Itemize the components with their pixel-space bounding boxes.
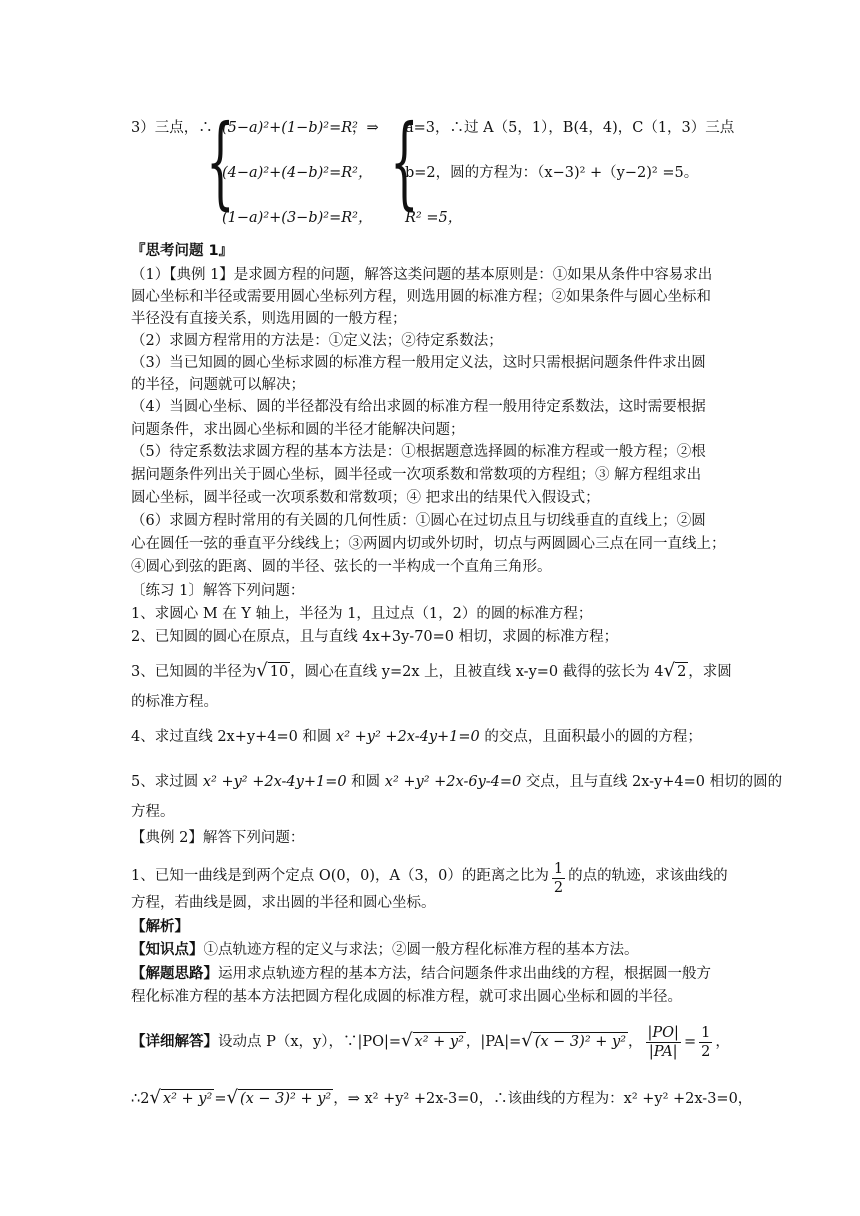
think-p1a: （1）【典例 1】是求圆方程的问题，解答这类问题的基本原则是：①如果从条件中容易求出	[131, 267, 713, 283]
practice-q3-radicand-1: 10	[269, 664, 289, 680]
knowledge-text: ①点轨迹方程的定义与求法；②圆一般方程化标准方程的基本方法。	[203, 942, 639, 958]
solution-r: R² =5，	[405, 210, 463, 226]
result-equals: =	[214, 1091, 227, 1107]
result-radicand-2: (x − 3)² + y²	[239, 1091, 332, 1107]
ratio-numerator: |PO|	[647, 1025, 679, 1041]
fraction-numerator: 1	[553, 861, 564, 877]
practice-q5-equation-1: x² +y² +2x-4y+1=0	[202, 774, 347, 790]
think-p1c: 半径没有直接关系，则选用圆的一般方程；	[131, 311, 407, 327]
practice-q5-text-a: 5、求过圆	[131, 774, 203, 790]
think-p5b: 据问题条件列出关于圆心坐标，圆半径或一次项系数和常数项的方程组；③ 解方程组求出	[131, 467, 702, 483]
sqrt-symbol: √	[149, 1087, 161, 1108]
practice-title: 〔练习 1〕解答下列问题：	[131, 583, 305, 599]
practice-q4-line	[131, 727, 702, 747]
think-p6c: ④圆心到弦的距离、圆的半径、弦长的一半构成一个直角三角形。	[131, 559, 552, 575]
think-p6b: 心在圆任一弦的垂直平分线线上；③两圆内切或外切时，切点与两圆圆心三点在同一直线上；	[131, 536, 726, 552]
pa-radicand: (x − 3)² + y²	[534, 1034, 627, 1050]
detail-text-d: ，	[715, 1034, 730, 1050]
practice-q4-text-a: 4、求过直线 2x+y+4=0 和圆	[131, 729, 337, 745]
think-p1b: 圆心坐标和半径或需要用圆心坐标列方程，则选用圆的标准方程；②如果条件与圆心坐标和	[131, 289, 711, 305]
system-implies: ，⇒	[352, 120, 379, 136]
left-brace: {	[206, 103, 235, 220]
result-text-b: ，⇒ x² +y² +2x-3=0，∴该曲线的方程为：x² +y² +2x-3=0，	[333, 1091, 753, 1107]
approach-line	[131, 964, 711, 984]
practice-q3-text-b: ，圆心在直线 y=2x 上，且被直线 x-y=0 截得的弦长为 4	[290, 664, 664, 680]
detail-line	[131, 1024, 730, 1061]
think-p6a: （6）求圆方程时常用的有关圆的几何性质：①圆心在过切点且与切线垂直的直线上；②圆	[131, 513, 706, 529]
sqrt-symbol: √	[663, 660, 676, 681]
result-text-a: ∴2	[131, 1091, 150, 1107]
example2-q1-cont: 方程，若曲线是圆，求出圆的半径和圆心坐标。	[131, 895, 436, 911]
think-p5a: （5）待定系数法求圆方程的基本方法是：①根据题意选择圆的标准方程或一般方程；②根	[131, 444, 706, 460]
detail-text-a: 设动点 P（x，y），∵|PO|=	[218, 1034, 402, 1050]
ratio-value-denominator: 2	[701, 1044, 711, 1060]
practice-q5-equation-2: x² +y² +2x-6y-4=0	[384, 774, 522, 790]
example2-q1-line	[131, 860, 728, 897]
result-line	[131, 1088, 752, 1109]
approach-text-a: 运用求点轨迹方程的基本方法，结合问题条件求出曲线的方程，根据圆一般方	[218, 966, 711, 982]
analysis-heading: 【解析】	[131, 919, 189, 935]
example2-q1-text-b: 的点的轨迹，求该曲线的	[568, 868, 728, 884]
approach-label: 【解题思路】	[131, 966, 218, 982]
left-brace-2: {	[390, 103, 419, 220]
fraction-denominator: 2	[553, 880, 564, 896]
detail-text-b: ，|PA|=	[465, 1034, 522, 1050]
approach-cont: 程化标准方程的基本方法把圆方程化成圆的标准方程，就可求出圆心坐标和圆的半径。	[131, 989, 682, 1005]
ratio-denominator: |PA|	[648, 1044, 678, 1060]
practice-q4-equation: x² +y² +2x-4y+1=0	[336, 729, 480, 745]
practice-q3-cont: 的标准方程。	[131, 694, 218, 710]
solution-a: a=3，∴过 A（5，1），B(4，4)，C（1，3）三点	[405, 120, 735, 136]
practice-q3-text-a: 3、已知圆的半径为	[131, 664, 257, 680]
think-p2: （2）求圆方程常用的方法是：①定义法；②待定系数法；	[131, 333, 503, 349]
solution-b: b=2，圆的方程为：（x−3)² +（y−2)² =5。	[405, 165, 699, 181]
sqrt-symbol: √	[256, 660, 268, 681]
think-p4b: 问题条件，求出圆心坐标和圆的半径才能解决问题；	[131, 422, 465, 438]
think-p3b: 的半径，问题就可以解决；	[131, 377, 305, 393]
knowledge-line	[131, 940, 639, 960]
think-p3a: （3）当已知圆的圆心坐标求圆的标准方程一般用定义法，这时只需根据问题条件件求出圆	[131, 355, 706, 371]
practice-q2: 2、已知圆的圆心在原点，且与直线 4x+3y-70=0 相切，求圆的标准方程；	[131, 629, 619, 645]
sqrt-symbol: √	[521, 1030, 533, 1051]
system-row-3: (1−a)²+(3−b)²=R²，	[222, 210, 373, 226]
practice-q3-text-c: ，求圆	[688, 664, 732, 680]
practice-q5-text-c: 交点，且与直线 2x-y+4=0 相切的圆的	[521, 774, 783, 790]
sqrt-symbol: √	[401, 1030, 413, 1051]
result-radicand-1: x² + y²	[162, 1091, 213, 1107]
sqrt-symbol: √	[226, 1087, 238, 1108]
ratio-fraction	[646, 1024, 681, 1061]
think-title: 『思考问题 1』	[131, 243, 234, 259]
example2-title: 【典例 2】解答下列问题：	[131, 830, 305, 846]
detail-text-c: ，	[628, 1034, 643, 1050]
fraction-one-half	[552, 860, 565, 897]
ratio-value-numerator: 1	[701, 1025, 711, 1041]
system-prefix: 3）三点，∴	[131, 120, 213, 136]
practice-q3-line	[131, 661, 732, 682]
practice-q3-radicand-2: 2	[677, 664, 687, 680]
system-row-1: (5−a)²+(1−b)²=R²	[222, 120, 358, 136]
example2-q1-text-a: 1、已知一曲线是到两个定点 O(0，0)，A（3，0）的距离之比为	[131, 868, 549, 884]
detail-label: 【详细解答】	[131, 1034, 218, 1050]
practice-q5-cont: 方程。	[131, 804, 175, 820]
practice-q5-line	[131, 772, 782, 792]
think-p5c: 圆心坐标，圆半径或一次项系数和常数项；④ 把求出的结果代入假设式；	[131, 490, 600, 506]
po-radicand: x² + y²	[414, 1034, 464, 1050]
ratio-equals: =	[683, 1034, 697, 1050]
practice-q4-text-b: 的交点，且面积最小的圆的方程；	[479, 729, 702, 745]
practice-q5-text-b: 和圆	[346, 774, 385, 790]
ratio-value-fraction	[699, 1024, 712, 1061]
think-p4a: （4）当圆心坐标、圆的半径都没有给出求圆的标准方程一般用待定系数法，这时需要根据	[131, 399, 706, 415]
knowledge-label: 【知识点】	[131, 942, 204, 958]
practice-q1: 1、求圆心 M 在 Y 轴上，半径为 1，且过点（1，2）的圆的标准方程；	[131, 606, 593, 622]
system-row-2: (4−a)²+(4−b)²=R²，	[222, 165, 373, 181]
